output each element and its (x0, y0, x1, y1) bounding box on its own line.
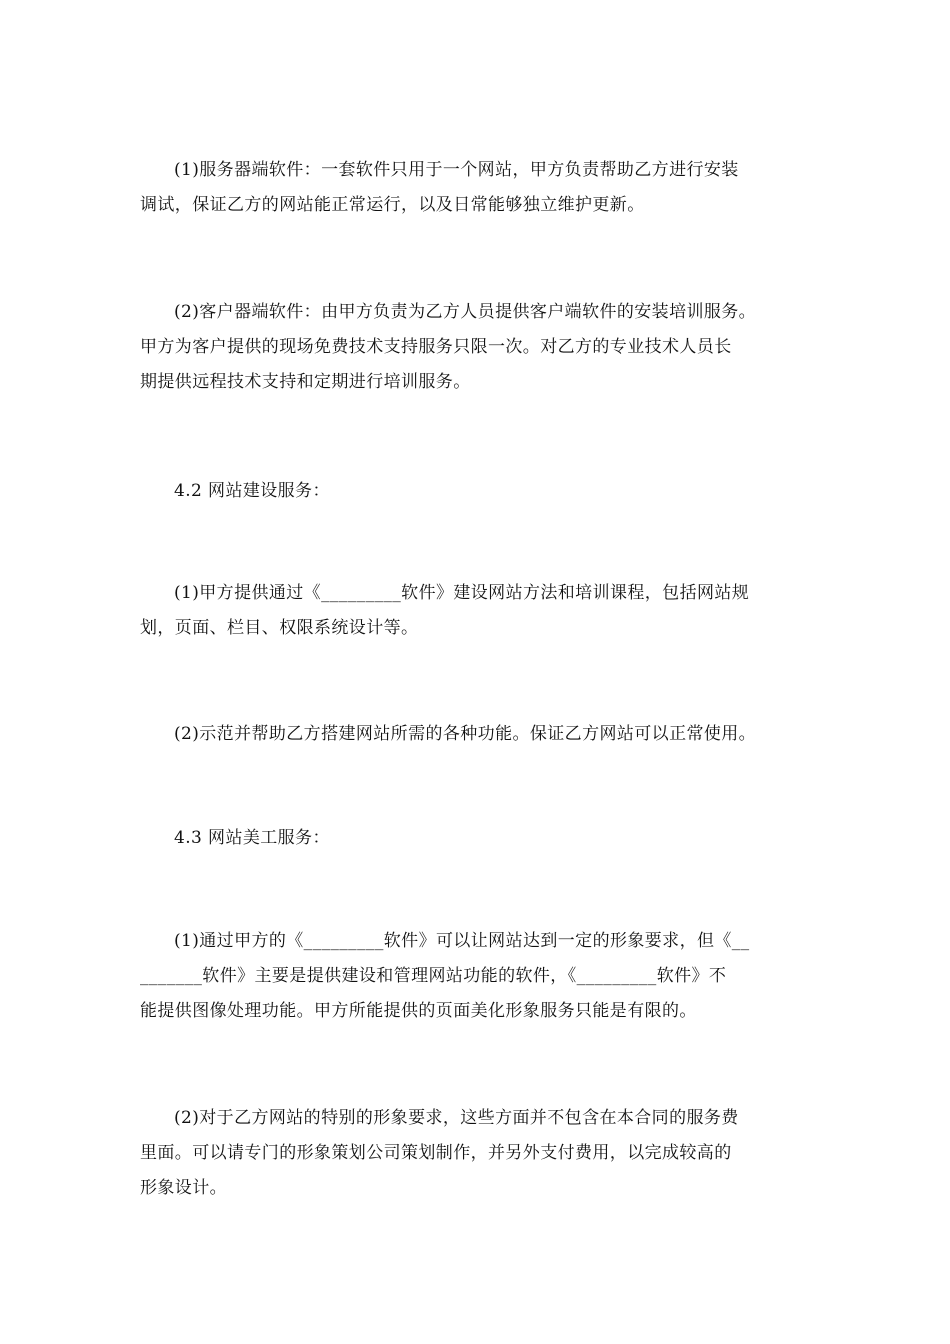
paragraph-line: 里面。可以请专门的形象策划公司策划制作，并另外支付费用，以完成较高的 (140, 1143, 732, 1163)
paragraph-line: 形象设计。 (140, 1178, 227, 1198)
paragraph-line: 期提供远程技术支持和定期进行培训服务。 (140, 372, 471, 392)
paragraph-image-requirements (140, 924, 810, 1029)
section-heading-4-2: 4.2 网站建设服务： (174, 481, 330, 501)
paragraph-line: (2)示范并帮助乙方搭建网站所需的各种功能。保证乙方网站可以正常使用。 (174, 724, 757, 744)
section-heading-4-3: 4.3 网站美工服务： (174, 828, 330, 848)
paragraph-line: _______软件》主要是提供建设和管理网站功能的软件，《_________软件》不 (140, 966, 727, 986)
paragraph-server-software (140, 153, 810, 223)
paragraph-client-software (140, 295, 810, 400)
paragraph-line: (2)客户器端软件：由甲方负责为乙方人员提供客户端软件的安装培训服务。 (174, 302, 757, 322)
paragraph-line: 甲方为客户提供的现场免费技术支持服务只限一次。对乙方的专业技术人员长 (140, 337, 732, 357)
paragraph-line: (2)对于乙方网站的特别的形象要求，这些方面并不包含在本合同的服务费 (174, 1108, 739, 1128)
paragraph-line: 划，页面、栏目、权限系统设计等。 (140, 618, 419, 638)
paragraph-line: (1)甲方提供通过《_________软件》建设网站方法和培训课程，包括网站规 (174, 583, 750, 603)
paragraph-line: 调试，保证乙方的网站能正常运行，以及日常能够独立维护更新。 (140, 195, 645, 215)
paragraph-training-course (140, 576, 810, 646)
paragraph-special-image (140, 1101, 810, 1206)
paragraph-line: (1)服务器端软件：一套软件只用于一个网站，甲方负责帮助乙方进行安装 (174, 160, 739, 180)
paragraph-line: (1)通过甲方的《_________软件》可以让网站达到一定的形象要求，但《__ (174, 931, 750, 951)
paragraph-demo-setup (140, 717, 810, 752)
paragraph-line: 能提供图像处理功能。甲方所能提供的页面美化形象服务只能是有限的。 (140, 1001, 697, 1021)
